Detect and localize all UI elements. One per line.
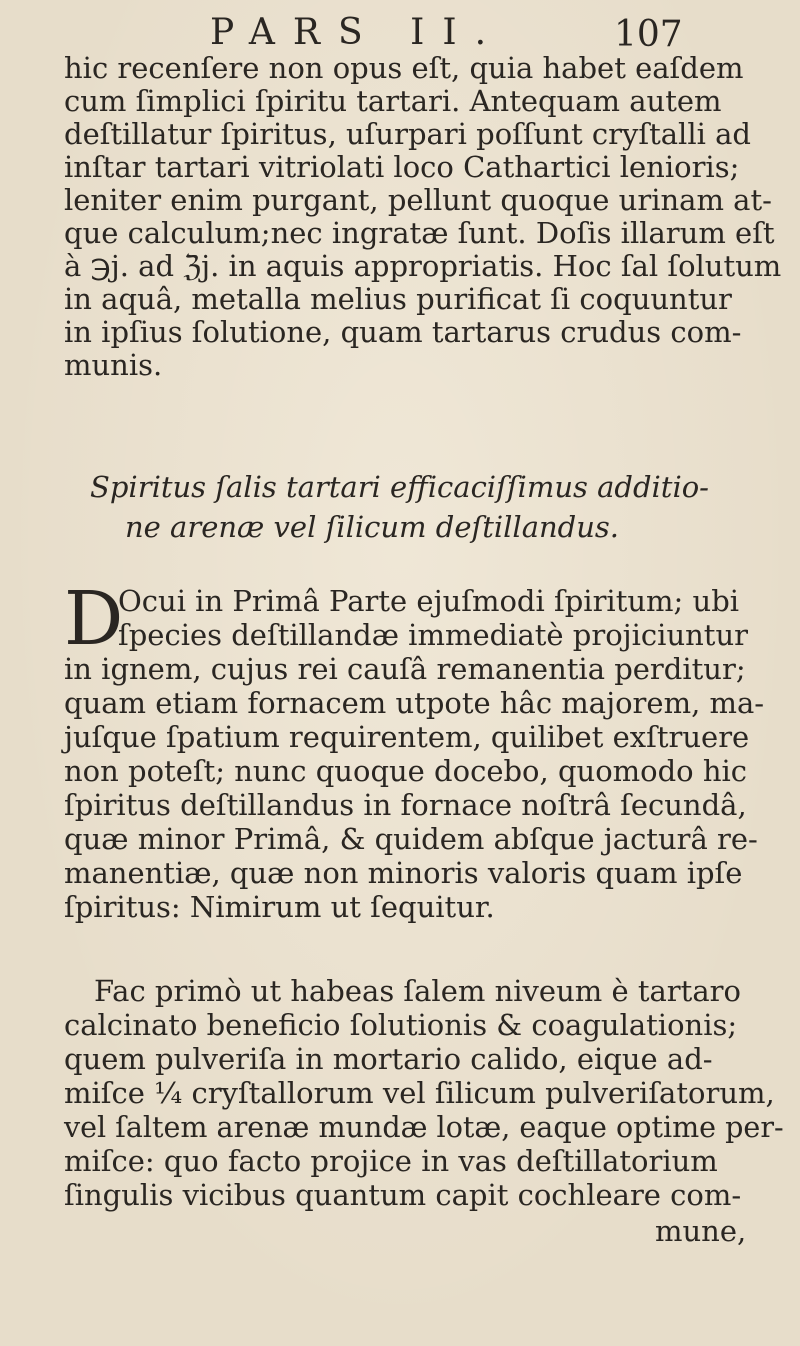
text-line: calcinato beneficio ſolutionis & coagulationis;	[64, 1008, 738, 1042]
text-line: à ℈j. ad ℨj. in aquis appropriatis. Hoc ſal ſolutum	[64, 249, 782, 283]
drop-capital: D	[64, 576, 124, 662]
text-line: ſpiritus deſtillandus in fornace noſtrâ ſecundâ,	[64, 788, 747, 822]
text-line: inſtar tartari vitriolati loco Cathartici lenioris;	[64, 150, 740, 184]
text-line: miſce: quo facto projice in vas deſtillatorium	[64, 1144, 718, 1178]
text-line: cum ſimplici ſpiritu tartari. Antequam autem	[64, 84, 722, 118]
text-line: quæ minor Primâ, & quidem abſque jacturâ re-	[64, 822, 758, 856]
running-head	[0, 6, 800, 55]
text-line: in ignem, cujus rei cauſâ remanentia perditur;	[64, 652, 746, 686]
text-line: ſingulis vicibus quantum capit cochleare com-	[64, 1178, 742, 1212]
section-heading-line-1: Spiritus ſalis tartari efficaciſſimus additio-	[90, 470, 709, 504]
paragraph-first-line: Fac primò ut habeas ſalem niveum è tartaro	[94, 974, 741, 1008]
text-line: munis.	[64, 348, 163, 382]
text-line: quem pulveriſa in mortario calido, eique ad-	[64, 1042, 713, 1076]
text-line: Ocui in Primâ Parte ejuſmodi ſpiritum; ubi	[118, 584, 740, 618]
text-line: que calculum;nec ingratæ ſunt. Doſis illarum eſt	[64, 216, 775, 250]
catchword: mune,	[655, 1214, 747, 1248]
text-line: juſque ſpatium requirentem, quilibet exſtruere	[64, 720, 750, 754]
text-line: in aquâ, metalla melius purificat ſi coquuntur	[64, 282, 732, 316]
text-line: miſce ¼ cryſtallorum vel ſilicum pulveriſatorum,	[64, 1076, 775, 1110]
text-line: deſtillatur ſpiritus, uſurpari poſſunt cryſtalli ad	[64, 117, 751, 151]
text-line: manentiæ, quæ non minoris valoris quam ipſe	[64, 856, 743, 890]
text-line: vel ſaltem arenæ mundæ lotæ, eaque optime per-	[64, 1110, 784, 1144]
text-line: hic recenſere non opus eſt, quia habet eaſdem	[64, 51, 744, 85]
text-line: non poteſt; nunc quoque docebo, quomodo hic	[64, 754, 748, 788]
text-line: leniter enim purgant, pellunt quoque urinam at-	[64, 183, 772, 217]
text-line: in ipſius ſolutione, quam tartarus crudus com-	[64, 315, 742, 349]
running-head-title: PARS II.	[210, 12, 505, 53]
page-number: 107	[614, 14, 683, 55]
text-line: quam etiam fornacem utpote hâc majorem, ma-	[64, 686, 765, 720]
text-line: ſpecies deſtillandæ immediatè projiciuntur	[118, 618, 748, 652]
text-line: ſpiritus: Nimirum ut ſequitur.	[64, 890, 495, 924]
section-heading-line-2: ne arenæ vel ſilicum deſtillandus.	[125, 510, 620, 544]
